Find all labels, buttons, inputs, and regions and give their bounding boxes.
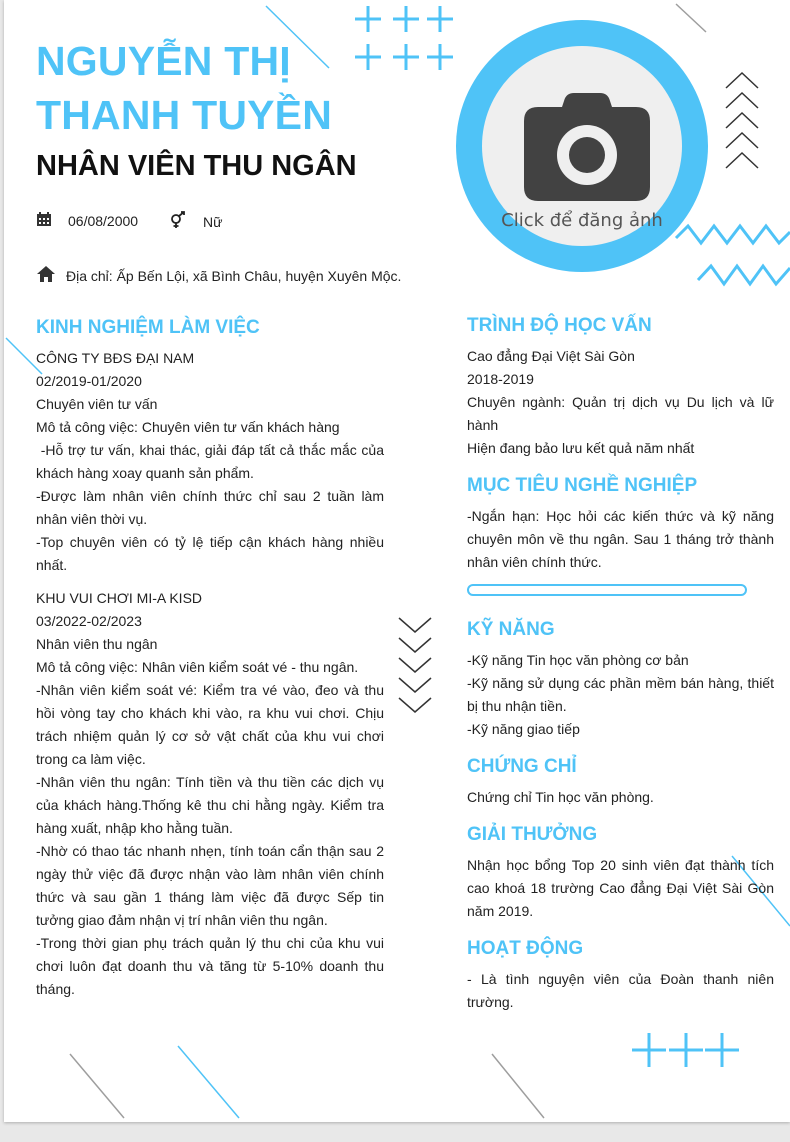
job-description: Mô tả công việc: Nhân viên kiểm soát vé - thu ngân. bbox=[36, 659, 359, 675]
gender-row bbox=[169, 211, 222, 232]
job-position: Chuyên viên tư vấn bbox=[36, 396, 158, 412]
job-period: 03/2022-02/2023 bbox=[36, 613, 142, 629]
experience-section bbox=[36, 316, 388, 1001]
certificates-title: CHỨNG CHỈ bbox=[467, 756, 577, 777]
job-description: -Nhân viên kiểm soát vé: Kiểm tra vé vào, đeo và thu hồi vòng tay cho khách khi vào, ra khu vui chơi. Chịu trách nhiệm quản lý cơ sở vật chất của khu vui chơi trong ca làm việc. bbox=[36, 682, 384, 767]
address: Địa chỉ: Ấp Bến Lội, xã Bình Châu, huyện Xuyên Mộc. bbox=[66, 267, 402, 284]
job-entry bbox=[36, 587, 384, 1001]
job-description: -Nhân viên thu ngân: Tính tiền và thu tiền các dịch vụ của khách hàng.Thống kê thu chi hằng ngày. Kiểm tra hàng xuất, nhập kho hằng tuần. bbox=[36, 774, 384, 836]
job-description: -Top chuyên viên có tỷ lệ tiếp cận khách hàng nhiều nhất. bbox=[36, 534, 384, 573]
job-title: NHÂN VIÊN THU NGÂN bbox=[36, 150, 357, 182]
photo-label: Click để đăng ảnh bbox=[501, 210, 663, 231]
education-major: Chuyên ngành: Quản trị dịch vụ Du lịch và lữ hành bbox=[467, 394, 774, 433]
skill-item: -Kỹ năng sử dụng các phần mềm bán hàng, thiết bị thu nhận tiền. bbox=[467, 675, 774, 714]
certificates-text: Chứng chỉ Tin học văn phòng. bbox=[467, 789, 654, 805]
skill-item: -Kỹ năng giao tiếp bbox=[467, 721, 580, 737]
job-description: Mô tả công việc: Chuyên viên tư vấn khách hàng bbox=[36, 419, 340, 435]
gender-icon bbox=[169, 211, 187, 232]
address-row bbox=[36, 265, 401, 286]
gender: Nữ bbox=[203, 213, 223, 230]
objective-text: -Ngắn hạn: Học hỏi các kiến thức và kỹ năng chuyên môn về thu ngân. Sau 1 tháng trở thành nhân viên chính thức. bbox=[467, 508, 774, 570]
candidate-name: NGUYỄN THỊ THANH TUYỀN bbox=[36, 38, 333, 138]
photo-frame bbox=[456, 20, 708, 272]
activities-title: HOẠT ĐỘNG bbox=[467, 938, 584, 959]
school-name: Cao đẳng Đại Việt Sài Gòn bbox=[467, 348, 635, 364]
job-description: -Nhờ có thao tác nhanh nhẹn, tính toán cẩn thận sau 2 ngày thử việc đã được nhận vào làm nhân viên chính thức và sau gần 1 tháng làm việc đã được Sếp tin tưởng giao đảm nhận vị trí nhân viên thu ngân. bbox=[36, 843, 384, 928]
calendar-icon bbox=[36, 211, 52, 230]
company-name: CÔNG TY BĐS ĐẠI NAM bbox=[36, 350, 195, 366]
camera-icon bbox=[524, 93, 650, 206]
skills-title: KỸ NĂNG bbox=[467, 619, 555, 640]
awards-text: Nhận học bổng Top 20 sinh viên đạt thành tích cao khoá 18 trường Cao đẳng Đại Việt Sài Gòn năm 2019. bbox=[467, 857, 774, 919]
divider-bar bbox=[467, 584, 747, 596]
job-position: Nhân viên thu ngân bbox=[36, 636, 158, 652]
experience-title: KINH NGHIỆM LÀM VIỆC bbox=[36, 317, 260, 338]
resume-page bbox=[4, 0, 790, 1122]
objective-title: MỤC TIÊU NGHỀ NGHIỆP bbox=[467, 475, 698, 496]
awards-section bbox=[467, 823, 774, 923]
skills-section bbox=[467, 618, 774, 741]
education-title: TRÌNH ĐỘ HỌC VẤN bbox=[467, 315, 652, 336]
activities-section bbox=[467, 937, 774, 1014]
education-period: 2018-2019 bbox=[467, 371, 534, 387]
right-column bbox=[467, 314, 774, 1028]
photo-upload[interactable] bbox=[482, 46, 682, 246]
activities-text: - Là tình nguyện viên của Đoàn thanh niên trường. bbox=[467, 971, 774, 1010]
birth-date: 06/08/2000 bbox=[68, 212, 139, 229]
certificates-section bbox=[467, 755, 774, 809]
education-status: Hiện đang bảo lưu kết quả năm nhất bbox=[467, 440, 695, 456]
education-section bbox=[467, 314, 774, 460]
awards-title: GIẢI THƯỞNG bbox=[467, 824, 598, 845]
company-name: KHU VUI CHƠI MI-A KISD bbox=[36, 590, 203, 606]
objective-section bbox=[467, 474, 774, 596]
job-description: -Được làm nhân viên chính thức chỉ sau 2 tuần làm nhân viên thời vụ. bbox=[36, 488, 384, 527]
job-period: 02/2019-01/2020 bbox=[36, 373, 142, 389]
job-description: -Hỗ trợ tư vấn, khai thác, giải đáp tất cả thắc mắc của khách hàng xoay quanh sản phẩm. bbox=[36, 442, 388, 481]
job-description: -Trong thời gian phụ trách quản lý thu chi của khu vui chơi luôn đạt doanh thu và tăng từ 5-10% doanh thu tháng. bbox=[36, 935, 384, 997]
birth-date-row bbox=[36, 211, 138, 230]
job-entry bbox=[36, 347, 388, 577]
skill-item: -Kỹ năng Tin học văn phòng cơ bản bbox=[467, 652, 689, 668]
home-icon bbox=[36, 265, 56, 286]
